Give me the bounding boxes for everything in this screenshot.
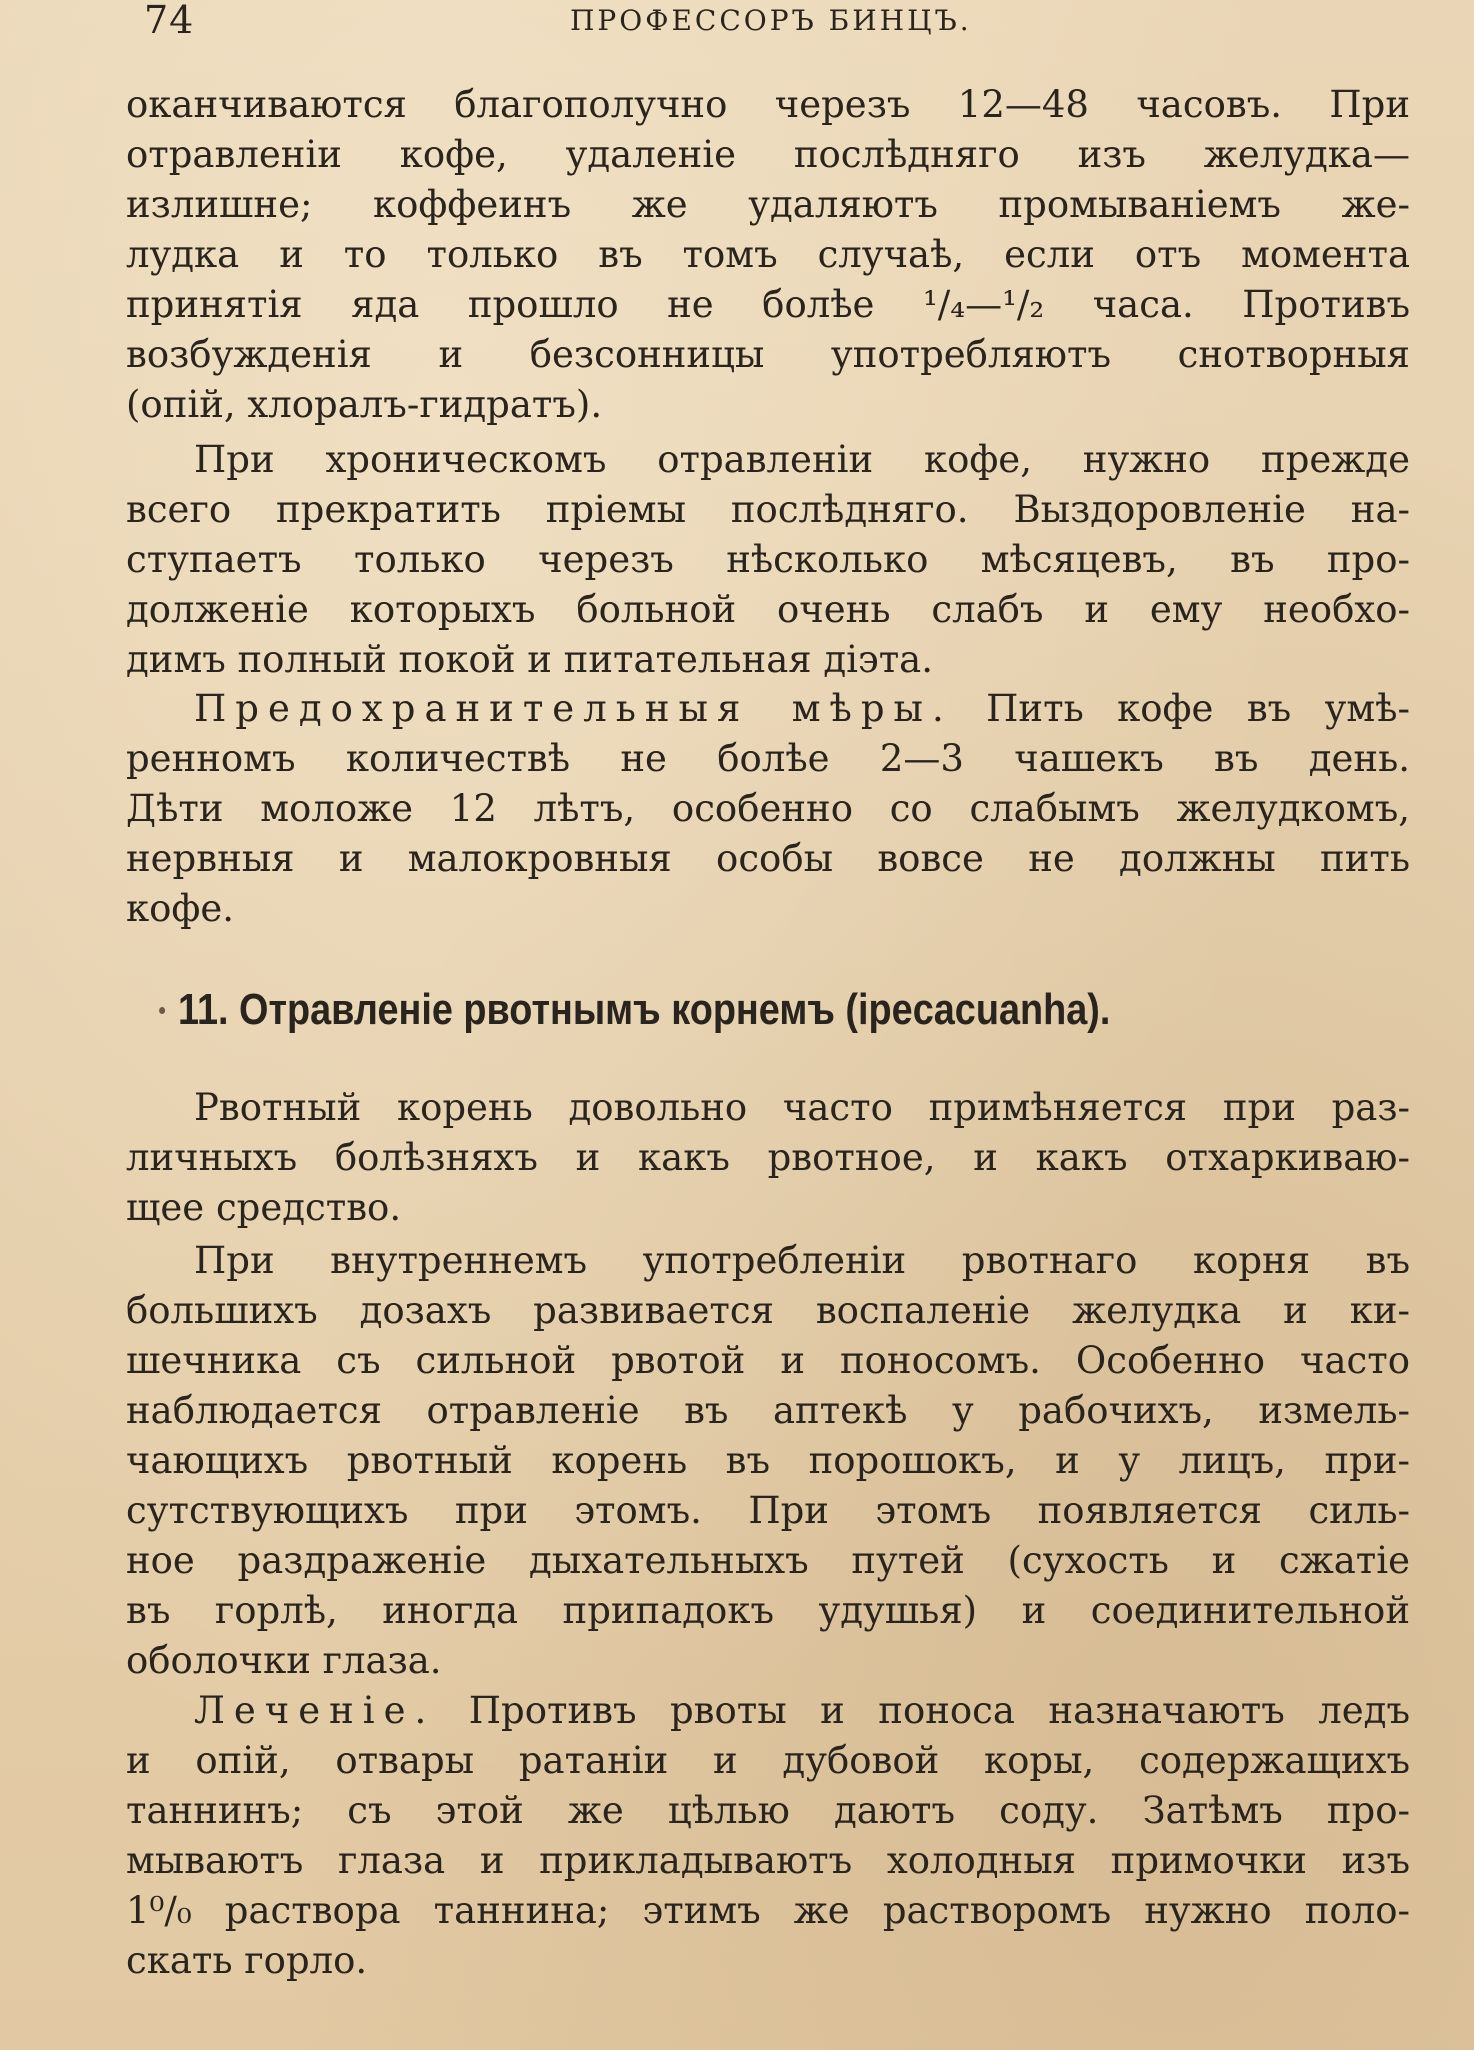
text-line: скать горло.	[126, 1939, 368, 1982]
text-line: большихъ дозахъ развивается воспаленіе желудка и ки-	[126, 1289, 1410, 1332]
paragraph-chronic-poisoning	[126, 435, 1410, 685]
bullet-mark	[159, 1007, 165, 1014]
text-line: ное раздраженіе дыхательныхъ путей (сухость и сжатіе	[126, 1539, 1410, 1582]
text-line: наблюдается отравленіе въ аптекѣ у рабочихъ, измель-	[126, 1389, 1410, 1432]
paragraph-treatment	[126, 1686, 1410, 1986]
text-line: оканчиваются благополучно черезъ 12—48 часовъ. При	[126, 83, 1410, 126]
section-heading-text: 11. Отравленіе рвотнымъ корнемъ (ipecacuanha).	[178, 985, 1111, 1034]
paragraph-ipecac-symptoms	[126, 1236, 1410, 1686]
text-line: димъ полный покой и питательная діэта.	[126, 638, 933, 681]
spaced-label: Леченіе.	[194, 1689, 436, 1732]
text-line: долженіе которыхъ больной очень слабъ и ему необхо-	[126, 588, 1410, 631]
line-rest: Противъ рвоты и поноса назначаютъ ледъ	[435, 1689, 1410, 1732]
text-line: въ горлѣ, иногда припадокъ удушья) и соединительной	[126, 1589, 1410, 1632]
text-line: шечника съ сильной рвотой и поносомъ. Особенно часто	[126, 1339, 1410, 1382]
text-line: оболочки глаза.	[126, 1639, 442, 1682]
text-line	[126, 1686, 1410, 1736]
paragraph-ipecac-intro	[126, 1083, 1410, 1233]
text-line: При внутреннемъ употребленіи рвотнаго корня въ	[194, 1239, 1410, 1282]
text-line: кофе.	[126, 887, 235, 930]
running-head: ПРОФЕССОРЪ БИНЦЪ.	[570, 4, 972, 37]
page-header	[130, 0, 1414, 40]
paragraph-continuation	[126, 80, 1410, 430]
text-line: и опій, отвары ратаніи и дубовой коры, содержащихъ	[126, 1739, 1410, 1782]
page-number: 74	[144, 0, 195, 42]
text-line	[126, 684, 1410, 734]
text-line: излишне; коффеинъ же удаляютъ промываніемъ же-	[126, 183, 1410, 226]
text-line: ренномъ количествѣ не болѣе 2—3 чашекъ въ день.	[126, 737, 1410, 780]
text-line: сутствующихъ при этомъ. При этомъ появляется силь-	[126, 1489, 1410, 1532]
text-line: лудка и то только въ томъ случаѣ, если отъ момента	[126, 233, 1410, 276]
text-line: мываютъ глаза и прикладываютъ холодныя примочки изъ	[126, 1839, 1410, 1882]
spaced-label: Предохранительныя мѣры.	[194, 687, 953, 730]
text-line: ступаетъ только черезъ нѣсколько мѣсяцевъ, въ про-	[126, 538, 1410, 581]
text-line: таннинъ; съ этой же цѣлью даютъ соду. Затѣмъ про-	[126, 1789, 1410, 1832]
section-heading	[178, 985, 1110, 1035]
paragraph-precautions	[126, 684, 1410, 934]
text-line: принятія яда прошло не болѣе ¹/₄—¹/₂ часа. Противъ	[126, 283, 1410, 326]
text-line: личныхъ болѣзняхъ и какъ рвотное, и какъ отхаркиваю-	[126, 1136, 1410, 1179]
text-line: Рвотный корень довольно часто примѣняется при раз-	[194, 1086, 1410, 1129]
text-line: всего прекратить пріемы послѣдняго. Выздоровленіе на-	[126, 488, 1410, 531]
text-line: 1⁰/₀ раствора таннина; этимъ же растворомъ нужно поло-	[126, 1889, 1410, 1932]
text-line: (опій, хлоралъ-гидратъ).	[126, 383, 603, 426]
text-line: возбужденія и безсонницы употребляютъ снотворныя	[126, 333, 1410, 376]
text-line: чающихъ рвотный корень въ порошокъ, и у лицъ, при-	[126, 1439, 1410, 1482]
line-rest: Пить кофе въ умѣ-	[952, 687, 1410, 730]
text-line: нервныя и малокровныя особы вовсе не должны пить	[126, 837, 1410, 880]
text-line: щее средство.	[126, 1186, 402, 1229]
text-line: отравленіи кофе, удаленіе послѣдняго изъ желудка—	[126, 133, 1410, 176]
text-line: При хроническомъ отравленіи кофе, нужно прежде	[194, 438, 1410, 481]
text-line: Дѣти моложе 12 лѣтъ, особенно со слабымъ желудкомъ,	[126, 787, 1410, 830]
